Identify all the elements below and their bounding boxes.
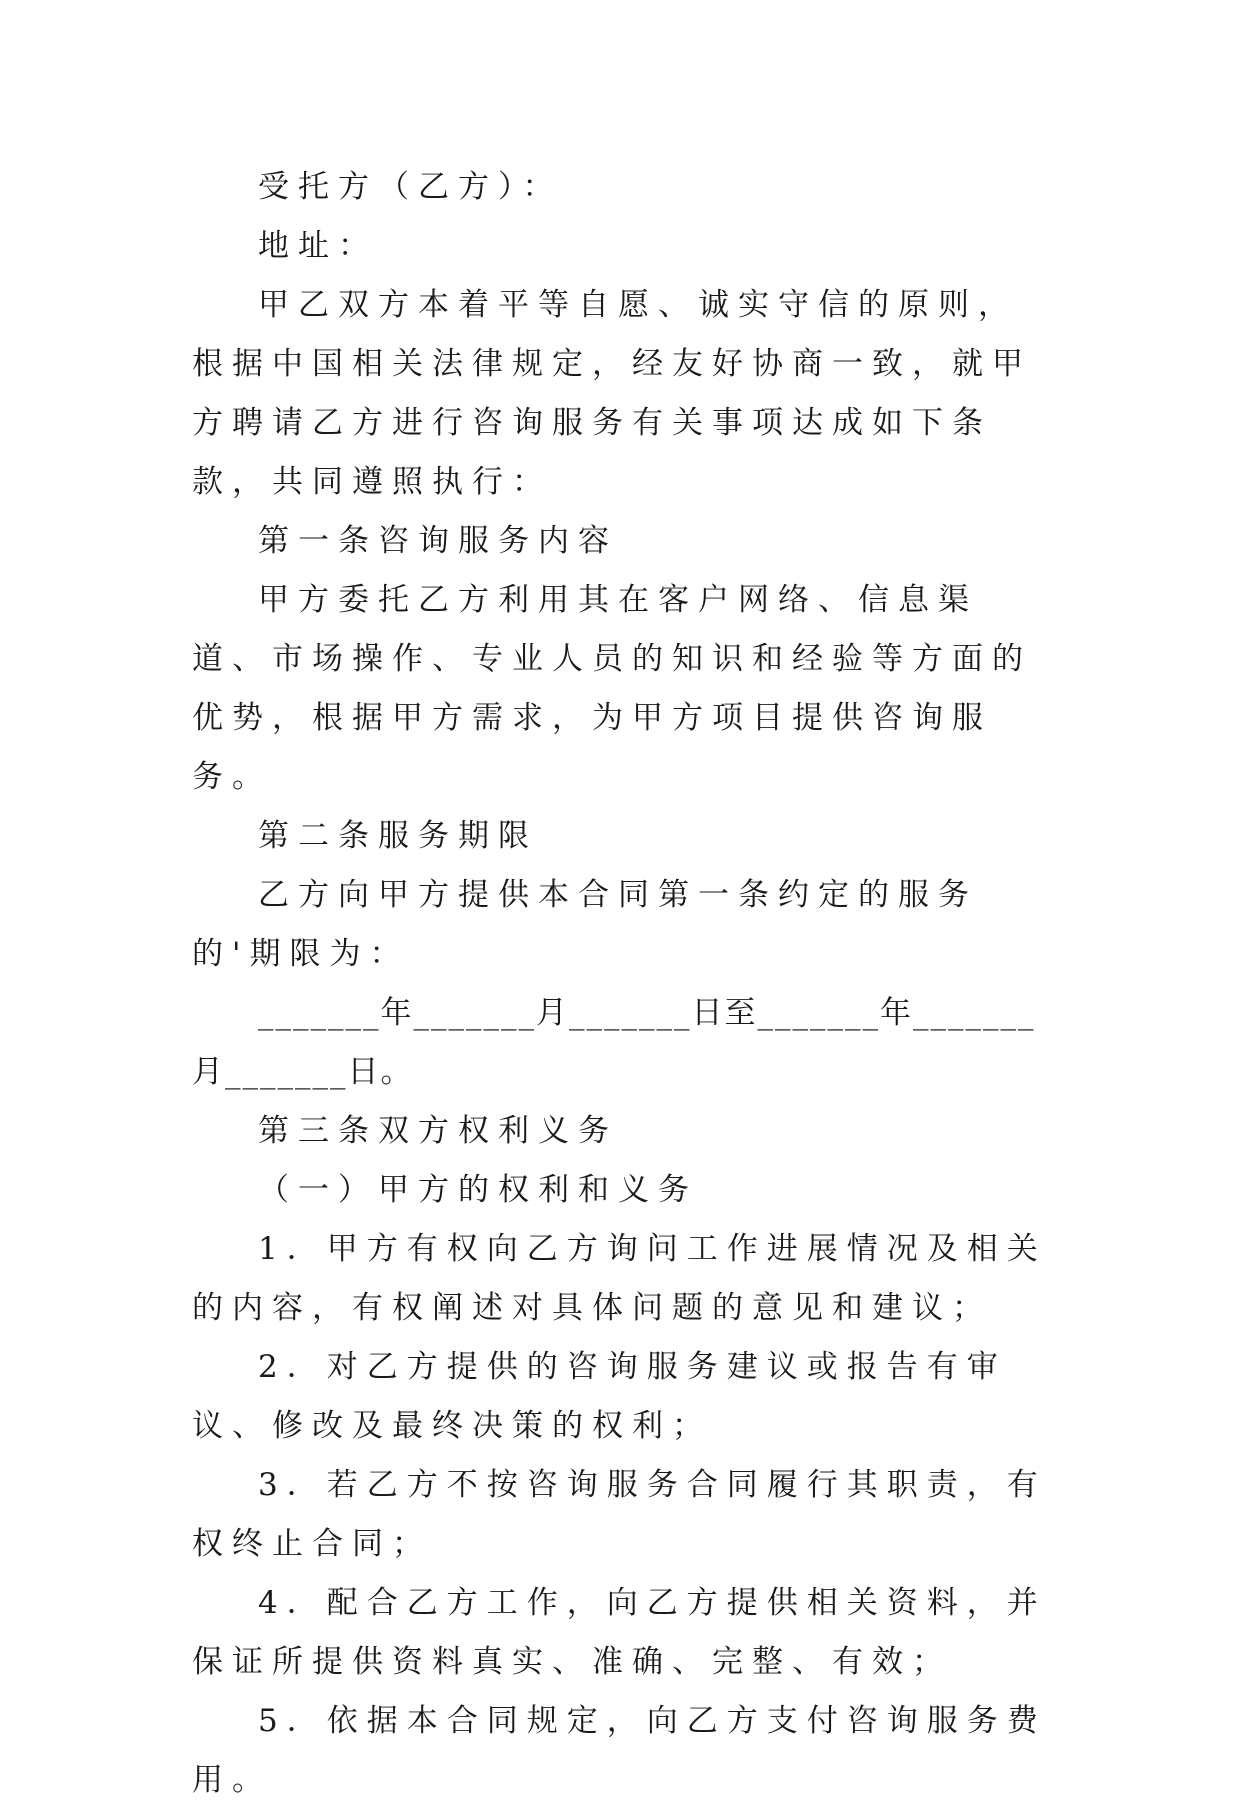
article-2-body: 乙方向甲方提供本合同第一条约定的服务的'期限为： bbox=[192, 877, 978, 972]
preamble-paragraph: 甲乙双方本着平等自愿、诚实守信的原则，根据中国相关法律规定，经友好协商一致，就甲方聘请乙方进行咨询服务有关事项达成如下条款，共同遵照执行： bbox=[192, 287, 1032, 500]
party-a-item-1: 1．甲方有权向乙方询问工作进展情况及相关的内容，有权阐述对具体问题的意见和建议； bbox=[192, 1231, 1047, 1326]
party-a-item-5: 5．依据本合同规定，向乙方支付咨询服务费用。 bbox=[192, 1703, 1047, 1798]
party-a-item-4: 4．配合乙方工作，向乙方提供相关资料，并保证所提供资料真实、准确、完整、有效； bbox=[192, 1585, 1047, 1680]
article-3-heading: 第三条双方权利义务 bbox=[258, 1113, 618, 1149]
document-page bbox=[192, 158, 1050, 1810]
article-1-heading: 第一条咨询服务内容 bbox=[258, 523, 618, 559]
party-a-rights-heading: （一）甲方的权利和义务 bbox=[258, 1172, 698, 1208]
party-a-item-3: 3．若乙方不按咨询服务合同履行其职责，有权终止合同； bbox=[192, 1467, 1047, 1562]
party-b-label: 受托方（乙方）： bbox=[258, 169, 563, 205]
party-a-item-2: 2．对乙方提供的咨询服务建议或报告有审议、修改及最终决策的权利； bbox=[192, 1349, 1007, 1444]
service-period-dates: _______年_______月_______日至_______年_______月_______日。 bbox=[192, 995, 1036, 1090]
article-1-body: 甲方委托乙方利用其在客户网络、信息渠道、市场操作、专业人员的知识和经验等方面的优势，根据甲方需求，为甲方项目提供咨询服务。 bbox=[192, 582, 1032, 795]
address-label: 地址： bbox=[258, 228, 378, 264]
article-2-heading: 第二条服务期限 bbox=[258, 818, 538, 854]
